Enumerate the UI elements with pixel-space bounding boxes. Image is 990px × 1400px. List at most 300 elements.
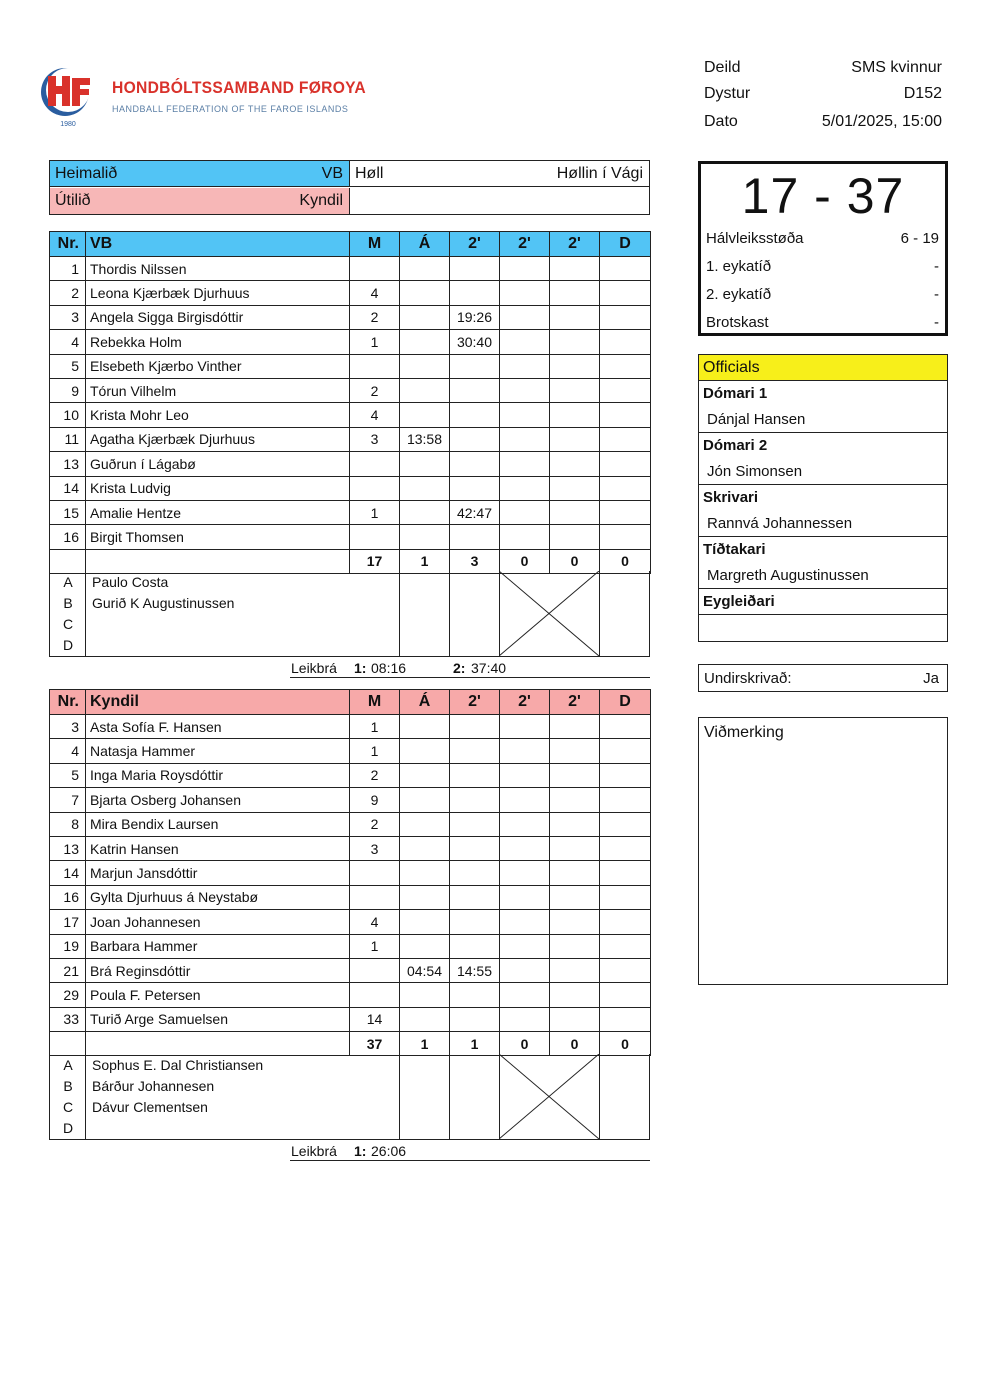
player-name: Mira Bendix Laursen: [86, 812, 350, 836]
player-stat-s1: [450, 788, 500, 812]
player-stat-a: [400, 836, 450, 860]
col-goals: M: [350, 232, 400, 257]
player-stat-m: 9: [350, 788, 400, 812]
player-name: Brá Reginsdóttir: [86, 958, 350, 982]
player-stat-d: [600, 715, 651, 739]
player-row: [50, 715, 651, 739]
player-stat-s2: [500, 330, 550, 354]
player-stat-s1: [450, 739, 500, 763]
player-stat-a: [400, 934, 450, 958]
player-number: 13: [50, 452, 86, 476]
player-number: 1: [50, 257, 86, 281]
player-name: Leona Kjærbæk Djurhuus: [86, 281, 350, 305]
et1-value: -: [934, 258, 939, 275]
player-name: Angela Sigga Birgisdóttir: [86, 305, 350, 329]
away-team-header: Kyndil: [86, 690, 350, 715]
home-timeouts: [290, 660, 650, 678]
team-official-row: C Dávur Clementsen: [62, 1099, 208, 1115]
total-s1: 3: [450, 549, 500, 573]
hall-label: Høll: [355, 165, 384, 182]
player-stat-m: 4: [350, 910, 400, 934]
player-stat-m: [350, 354, 400, 378]
hall-name: Høllin í Vági: [556, 165, 643, 182]
player-row: [50, 763, 651, 787]
player-row: [50, 861, 651, 885]
player-stat-a: [400, 354, 450, 378]
player-stat-s3: [550, 378, 600, 402]
away-players-table: [49, 689, 651, 1056]
player-stat-d: [600, 958, 651, 982]
player-stat-s3: [550, 305, 600, 329]
player-stat-s2: [500, 427, 550, 451]
player-number: 5: [50, 763, 86, 787]
player-name: Bjarta Osberg Johansen: [86, 788, 350, 812]
player-stat-d: [600, 476, 651, 500]
penalty-row: [706, 310, 939, 338]
player-row: [50, 354, 651, 378]
hsf-logo-icon: [38, 60, 98, 130]
player-stat-d: [600, 910, 651, 934]
final-score: 17 - 37: [741, 168, 905, 224]
player-number: 9: [50, 378, 86, 402]
dato-value: 5/01/2025, 15:00: [821, 113, 942, 130]
player-stat-a: [400, 525, 450, 549]
col-suspension-3: 2': [550, 232, 600, 257]
player-row: [50, 788, 651, 812]
col-suspension-2: 2': [500, 232, 550, 257]
signed-value: Ja: [923, 670, 939, 687]
player-stat-d: [600, 354, 651, 378]
et2-value: -: [934, 286, 939, 303]
halftime-row: [706, 226, 939, 254]
player-stat-d: [600, 836, 651, 860]
player-stat-d: [600, 525, 651, 549]
player-stat-m: 4: [350, 281, 400, 305]
dato-label: Dato: [704, 113, 738, 130]
player-stat-m: 14: [350, 1007, 400, 1031]
player-stat-s1: [450, 983, 500, 1007]
col-nr: Nr.: [50, 690, 86, 715]
player-row: [50, 739, 651, 763]
player-stat-a: [400, 763, 450, 787]
player-stat-s2: [500, 910, 550, 934]
player-stat-a: [400, 378, 450, 402]
player-name: Elsebeth Kjærbo Vinther: [86, 354, 350, 378]
away-label: Útilið: [55, 192, 91, 209]
signed-box: [698, 664, 948, 692]
player-name: Marjun Jansdóttir: [86, 861, 350, 885]
player-stat-s2: [500, 525, 550, 549]
player-stat-s3: [550, 885, 600, 909]
player-stat-d: [600, 983, 651, 1007]
home-players-table: [49, 231, 651, 574]
player-stat-s3: [550, 476, 600, 500]
player-number: 14: [50, 476, 86, 500]
home-team-name: VB: [321, 165, 343, 182]
total-d: 0: [600, 549, 651, 573]
timeout-1-label: 1:: [354, 1143, 367, 1159]
player-stat-d: [600, 500, 651, 524]
player-row: [50, 525, 651, 549]
player-number: 8: [50, 812, 86, 836]
player-name: Tórun Vilhelm: [86, 378, 350, 402]
player-stat-s1: 19:26: [450, 305, 500, 329]
player-stat-s1: [450, 354, 500, 378]
player-stat-s3: [550, 500, 600, 524]
player-stat-m: 1: [350, 739, 400, 763]
player-stat-s3: [550, 910, 600, 934]
officials-panel: [698, 354, 948, 642]
player-stat-s2: [500, 452, 550, 476]
player-stat-s1: [450, 281, 500, 305]
player-name: Asta Sofía F. Hansen: [86, 715, 350, 739]
totals-row: [50, 549, 651, 573]
total-m: 17: [350, 549, 400, 573]
player-stat-m: 1: [350, 500, 400, 524]
team-official-row: C: [62, 616, 74, 632]
player-number: 3: [50, 715, 86, 739]
player-stat-m: [350, 525, 400, 549]
col-suspension-1: 2': [450, 690, 500, 715]
total-s3: 0: [550, 1032, 600, 1056]
player-number: 5: [50, 354, 86, 378]
home-team-officials: [49, 571, 650, 657]
away-team-name: Kyndil: [299, 192, 343, 209]
remarks-label: Viðmerking: [704, 724, 784, 741]
team-official-row: D: [62, 637, 74, 653]
player-stat-d: [600, 812, 651, 836]
extra-time-2-row: [706, 282, 939, 310]
player-stat-s3: [550, 788, 600, 812]
away-timeouts: [290, 1143, 650, 1161]
total-s1: 1: [450, 1032, 500, 1056]
official-role: Tíðtakari: [703, 541, 766, 558]
player-number: 11: [50, 427, 86, 451]
official-name: Jón Simonsen: [699, 459, 947, 485]
col-disqualification: D: [600, 690, 651, 715]
player-stat-s3: [550, 403, 600, 427]
col-suspension-3: 2': [550, 690, 600, 715]
player-stat-m: 3: [350, 836, 400, 860]
player-stat-a: [400, 983, 450, 1007]
player-stat-s3: [550, 281, 600, 305]
player-stat-a: 04:54: [400, 958, 450, 982]
deild-value: SMS kvinnur: [851, 59, 942, 76]
player-stat-d: [600, 378, 651, 402]
home-team-header: VB: [86, 232, 350, 257]
player-stat-s3: [550, 452, 600, 476]
total-m: 37: [350, 1032, 400, 1056]
player-stat-s1: [450, 403, 500, 427]
player-row: [50, 983, 651, 1007]
player-number: 29: [50, 983, 86, 1007]
player-stat-d: [600, 885, 651, 909]
et1-label: 1. eykatíð: [706, 258, 772, 275]
player-stat-s3: [550, 715, 600, 739]
player-stat-s1: 42:47: [450, 500, 500, 524]
player-number: 14: [50, 861, 86, 885]
player-stat-s3: [550, 958, 600, 982]
player-row: [50, 330, 651, 354]
player-stat-m: [350, 257, 400, 281]
team-official-row: B Gurið K Augustinussen: [63, 595, 235, 611]
player-stat-s1: [450, 934, 500, 958]
player-name: Krista Mohr Leo: [86, 403, 350, 427]
halftime-label: Hálvleiksstøða: [706, 230, 804, 247]
player-stat-d: [600, 452, 651, 476]
player-stat-a: [400, 330, 450, 354]
player-stat-m: 2: [350, 305, 400, 329]
player-stat-s2: [500, 958, 550, 982]
player-number: 16: [50, 885, 86, 909]
player-row: [50, 305, 651, 329]
player-stat-s1: 14:55: [450, 958, 500, 982]
player-stat-m: [350, 861, 400, 885]
player-stat-d: [600, 281, 651, 305]
player-number: 33: [50, 1007, 86, 1031]
logo-year: 1980: [60, 121, 76, 128]
player-stat-s2: [500, 812, 550, 836]
home-team-row: [50, 161, 350, 187]
player-stat-s1: 30:40: [450, 330, 500, 354]
player-stat-s3: [550, 354, 600, 378]
player-stat-s3: [550, 836, 600, 860]
federation-logo: [38, 60, 366, 132]
halftime-value: 6 - 19: [900, 230, 939, 247]
player-row: [50, 910, 651, 934]
player-stat-d: [600, 934, 651, 958]
player-number: 21: [50, 958, 86, 982]
player-name: Amalie Hentze: [86, 500, 350, 524]
player-number: 13: [50, 836, 86, 860]
official-name: Margreth Augustinussen: [699, 563, 947, 589]
player-stat-s3: [550, 983, 600, 1007]
team-official-row: D: [62, 1120, 74, 1136]
player-number: 10: [50, 403, 86, 427]
player-name: Joan Johannesen: [86, 910, 350, 934]
player-stat-s2: [500, 861, 550, 885]
player-stat-a: [400, 476, 450, 500]
hall-row: [350, 161, 649, 187]
player-stat-s3: [550, 861, 600, 885]
player-row: [50, 500, 651, 524]
player-stat-a: [400, 452, 450, 476]
player-name: Guðrun í Lágabø: [86, 452, 350, 476]
player-stat-a: [400, 305, 450, 329]
player-stat-m: [350, 452, 400, 476]
player-stat-s1: [450, 525, 500, 549]
player-stat-s3: [550, 812, 600, 836]
total-s2: 0: [500, 549, 550, 573]
player-stat-s1: [450, 378, 500, 402]
official-name: Dánjal Hansen: [699, 407, 947, 433]
player-stat-s2: [500, 476, 550, 500]
player-row: [50, 452, 651, 476]
player-stat-a: [400, 1007, 450, 1031]
player-stat-a: [400, 739, 450, 763]
player-row: [50, 836, 651, 860]
player-stat-s2: [500, 715, 550, 739]
player-number: 16: [50, 525, 86, 549]
player-number: 4: [50, 739, 86, 763]
player-stat-s2: [500, 788, 550, 812]
player-stat-a: [400, 403, 450, 427]
player-name: Turið Arge Samuelsen: [86, 1007, 350, 1031]
player-stat-s1: [450, 763, 500, 787]
player-row: [50, 812, 651, 836]
player-row: [50, 1007, 651, 1031]
player-stat-d: [600, 1007, 651, 1031]
player-stat-s1: [450, 812, 500, 836]
player-stat-a: [400, 885, 450, 909]
player-stat-s2: [500, 885, 550, 909]
player-name: Thordis Nilssen: [86, 257, 350, 281]
player-name: Agatha Kjærbæk Djurhuus: [86, 427, 350, 451]
player-stat-s2: [500, 739, 550, 763]
player-stat-a: [400, 910, 450, 934]
teams-box: [49, 160, 650, 215]
away-team-row: [50, 188, 350, 214]
player-stat-a: [400, 861, 450, 885]
player-number: 4: [50, 330, 86, 354]
dystur-label: Dystur: [704, 85, 751, 102]
player-row: [50, 257, 651, 281]
player-stat-a: [400, 812, 450, 836]
player-stat-d: [600, 427, 651, 451]
player-stat-s1: [450, 476, 500, 500]
player-name: Gylta Djurhuus á Neystabø: [86, 885, 350, 909]
player-stat-m: 3: [350, 427, 400, 451]
player-number: 7: [50, 788, 86, 812]
player-stat-s2: [500, 354, 550, 378]
timeout-label: Leikbrá: [291, 1143, 337, 1159]
player-stat-s2: [500, 983, 550, 1007]
player-stat-s1: [450, 885, 500, 909]
player-name: Inga Maria Roysdóttir: [86, 763, 350, 787]
officials-title: Officials: [699, 355, 947, 381]
dystur-value: D152: [903, 85, 942, 102]
official-role: Dómari 2: [703, 437, 768, 454]
player-stat-s3: [550, 763, 600, 787]
player-stat-d: [600, 330, 651, 354]
player-stat-s1: [450, 836, 500, 860]
match-info: [704, 56, 942, 136]
col-disqualification: D: [600, 232, 651, 257]
player-row: [50, 281, 651, 305]
player-stat-s2: [500, 500, 550, 524]
player-stat-a: 13:58: [400, 427, 450, 451]
player-stat-a: [400, 500, 450, 524]
col-suspension-1: 2': [450, 232, 500, 257]
player-row: [50, 476, 651, 500]
player-stat-s2: [500, 934, 550, 958]
team-official-row: A Paulo Costa: [63, 574, 169, 590]
org-name: HONDBÓLTSSAMBAND FØROYA: [112, 78, 366, 97]
official-name: Rannvá Johannessen: [699, 511, 947, 537]
home-label: Heimalið: [55, 165, 118, 182]
total-s3: 0: [550, 549, 600, 573]
player-stat-m: [350, 983, 400, 1007]
away-team-officials: [49, 1054, 650, 1140]
col-warning: Á: [400, 232, 450, 257]
player-stat-s1: [450, 257, 500, 281]
player-row: [50, 934, 651, 958]
player-stat-s2: [500, 763, 550, 787]
player-stat-d: [600, 739, 651, 763]
player-stat-m: 4: [350, 403, 400, 427]
player-stat-d: [600, 788, 651, 812]
player-stat-m: 1: [350, 715, 400, 739]
player-row: [50, 427, 651, 451]
player-stat-s2: [500, 281, 550, 305]
col-warning: Á: [400, 690, 450, 715]
total-d: 0: [600, 1032, 651, 1056]
player-stat-s2: [500, 378, 550, 402]
player-number: 15: [50, 500, 86, 524]
player-number: 2: [50, 281, 86, 305]
player-stat-d: [600, 257, 651, 281]
player-stat-s1: [450, 910, 500, 934]
player-stat-m: 2: [350, 378, 400, 402]
team-official-row: B Bárður Johannesen: [63, 1078, 215, 1094]
player-stat-s3: [550, 525, 600, 549]
score-box: [698, 161, 948, 336]
penalty-label: Brotskast: [706, 314, 769, 331]
player-stat-d: [600, 861, 651, 885]
player-name: Rebekka Holm: [86, 330, 350, 354]
timeout-2-value: 37:40: [471, 660, 507, 676]
player-name: Natasja Hammer: [86, 739, 350, 763]
player-stat-s3: [550, 427, 600, 451]
player-name: Katrin Hansen: [86, 836, 350, 860]
player-stat-s1: [450, 715, 500, 739]
player-stat-s3: [550, 934, 600, 958]
player-row: [50, 885, 651, 909]
player-stat-s3: [550, 739, 600, 763]
player-stat-a: [400, 715, 450, 739]
official-name: [699, 615, 947, 641]
player-stat-s1: [450, 1007, 500, 1031]
player-number: 19: [50, 934, 86, 958]
player-stat-m: 1: [350, 934, 400, 958]
player-name: Barbara Hammer: [86, 934, 350, 958]
player-stat-a: [400, 257, 450, 281]
player-stat-m: [350, 476, 400, 500]
player-stat-d: [600, 305, 651, 329]
player-stat-m: 2: [350, 812, 400, 836]
player-stat-s1: [450, 427, 500, 451]
timeout-1-value: 26:06: [371, 1143, 407, 1159]
player-number: 17: [50, 910, 86, 934]
player-stat-d: [600, 403, 651, 427]
timeout-2-label: 2:: [453, 660, 466, 676]
player-stat-s1: [450, 452, 500, 476]
player-stat-s2: [500, 257, 550, 281]
deild-label: Deild: [704, 59, 741, 76]
timeout-label: Leikbrá: [291, 660, 337, 676]
extra-time-1-row: [706, 254, 939, 282]
penalty-value: -: [934, 314, 939, 331]
player-stat-s2: [500, 403, 550, 427]
team-official-row: A Sophus E. Dal Christiansen: [63, 1057, 264, 1073]
col-suspension-2: 2': [500, 690, 550, 715]
col-nr: Nr.: [50, 232, 86, 257]
official-role: Dómari 1: [703, 385, 768, 402]
player-stat-m: [350, 958, 400, 982]
player-row: [50, 378, 651, 402]
player-name: Poula F. Petersen: [86, 983, 350, 1007]
player-stat-s2: [500, 1007, 550, 1031]
